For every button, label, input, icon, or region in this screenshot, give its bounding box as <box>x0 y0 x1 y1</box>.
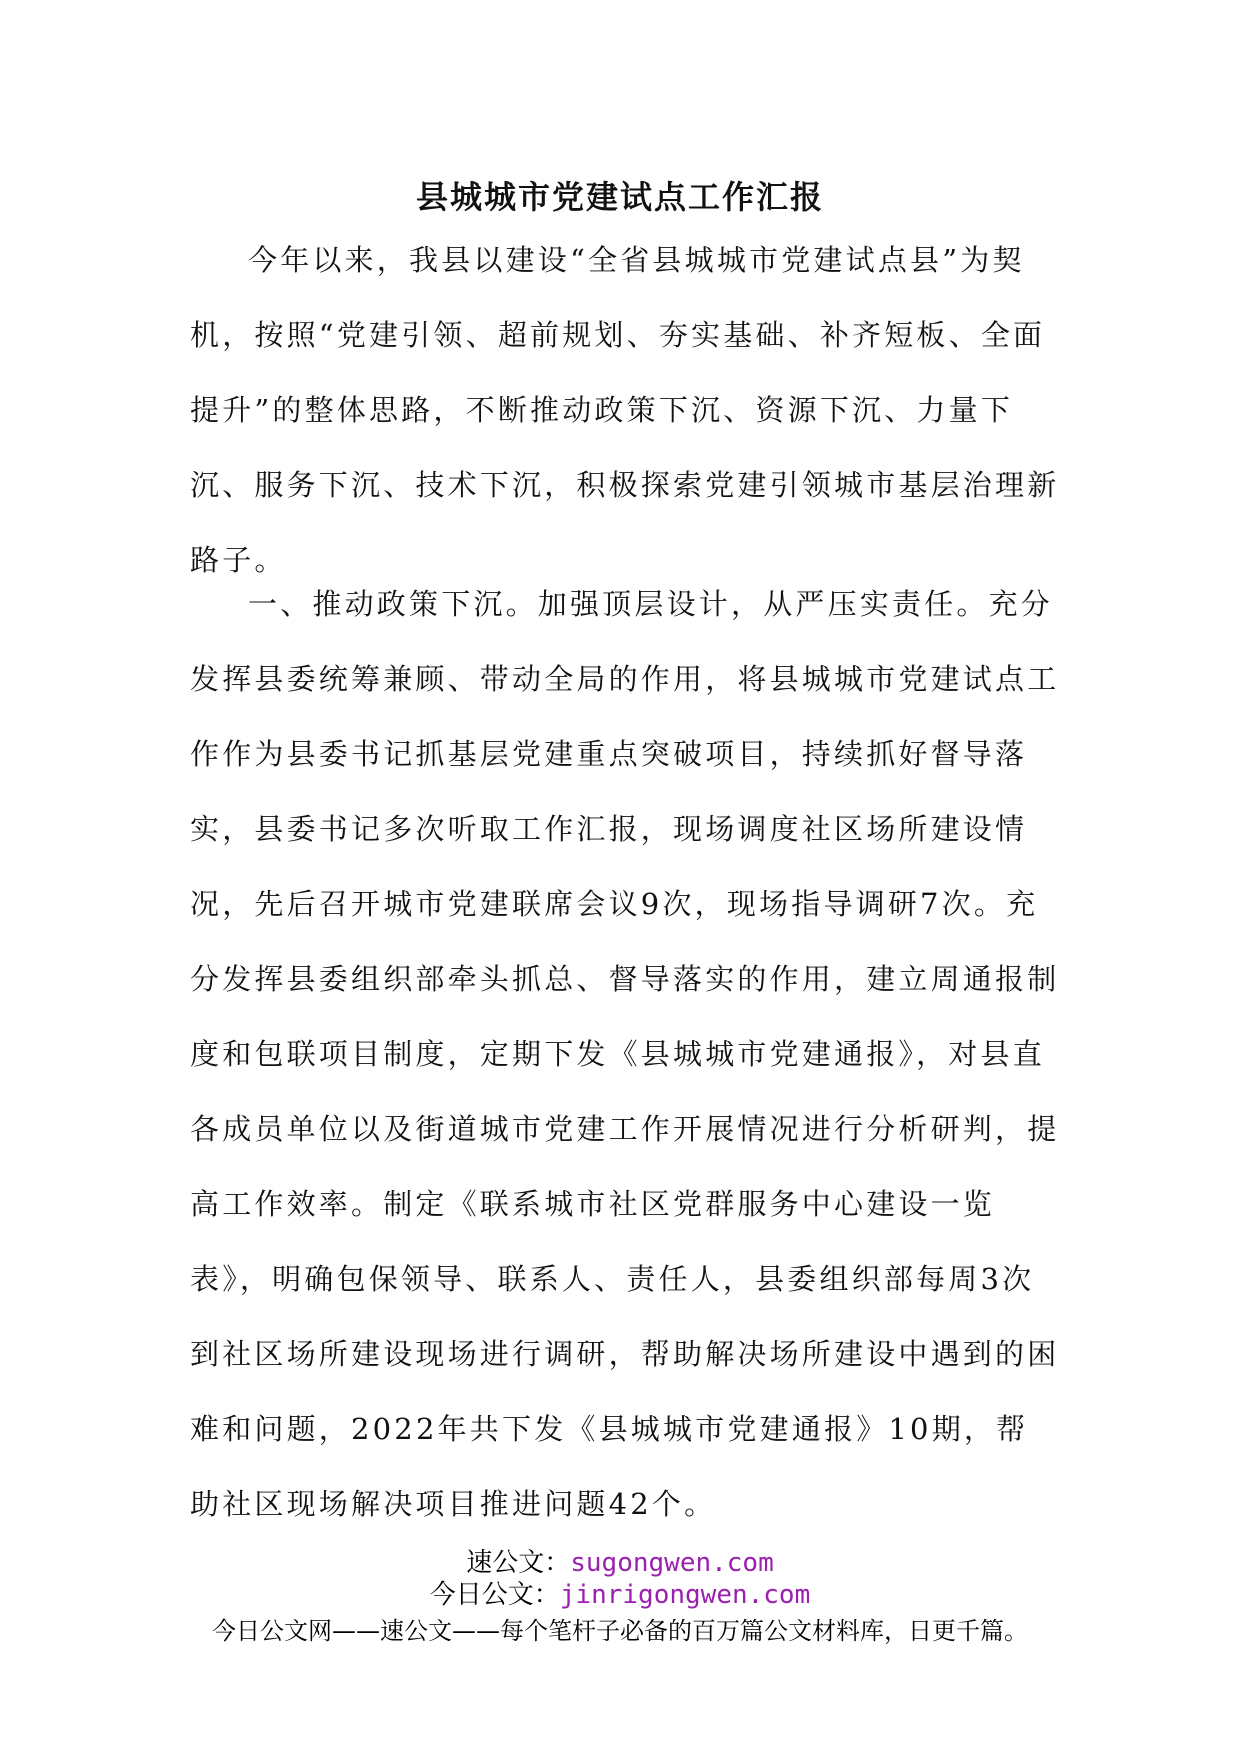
footer-line-sugongwen <box>0 1546 1240 1580</box>
footer-label-jinrigongwen: 今日公文： <box>429 1580 560 1610</box>
footer-tagline: 今日公文网——速公文——每个笔杆子必备的百万篇公文材料库，日更千篇。 <box>212 1617 1028 1645</box>
footer-line-jinrigongwen <box>0 1578 1240 1612</box>
paragraph-intro: 今年以来，我县以建设“全省县城城市党建试点县”为契机，按照“党建引领、超前规划、夯实基础、补齐短板、全面提升”的整体思路，不断推动政策下沉、资源下沉、力量下沉、服务下沉、技术下沉，积极探索党建引领城市基层治理新路子。 <box>190 243 1060 577</box>
footer-link-jinrigongwen[interactable]: jinrigongwen.com <box>559 1580 811 1610</box>
document-title: 县城城市党建试点工作汇报 <box>415 178 824 216</box>
footer-link-sugongwen[interactable]: sugongwen.com <box>570 1548 774 1578</box>
paragraph-policy: 一、推动政策下沉。加强顶层设计，从严压实责任。充分发挥县委统筹兼顾、带动全局的作用，将县城城市党建试点工作作为县委书记抓基层党建重点突破项目，持续抓好督导落实，县委书记多次听取工作汇报，现场调度社区场所建设情况，先后召开城市党建联席会议9次，现场指导调研7次。充分发挥县委组织部牵头抓总、督导落实的作用，建立周通报制度和包联项目制度，定期下发《县城城市党建通报》，对县直各成员单位以及街道城市党建工作开展情况进行分析研判，提高工作效率。制定《联系城市社区党群服务中心建设一览表》，明确包保领导、联系人、责任人，县委组织部每周3次到社区场所建设现场进行调研，帮助解决场所建设中遇到的困难和问题，2022年共下发《县城城市党建通报》10期，帮助社区现场解决项目推进问题42个。 <box>190 587 1060 1521</box>
footer-label-sugongwen: 速公文： <box>466 1548 571 1578</box>
